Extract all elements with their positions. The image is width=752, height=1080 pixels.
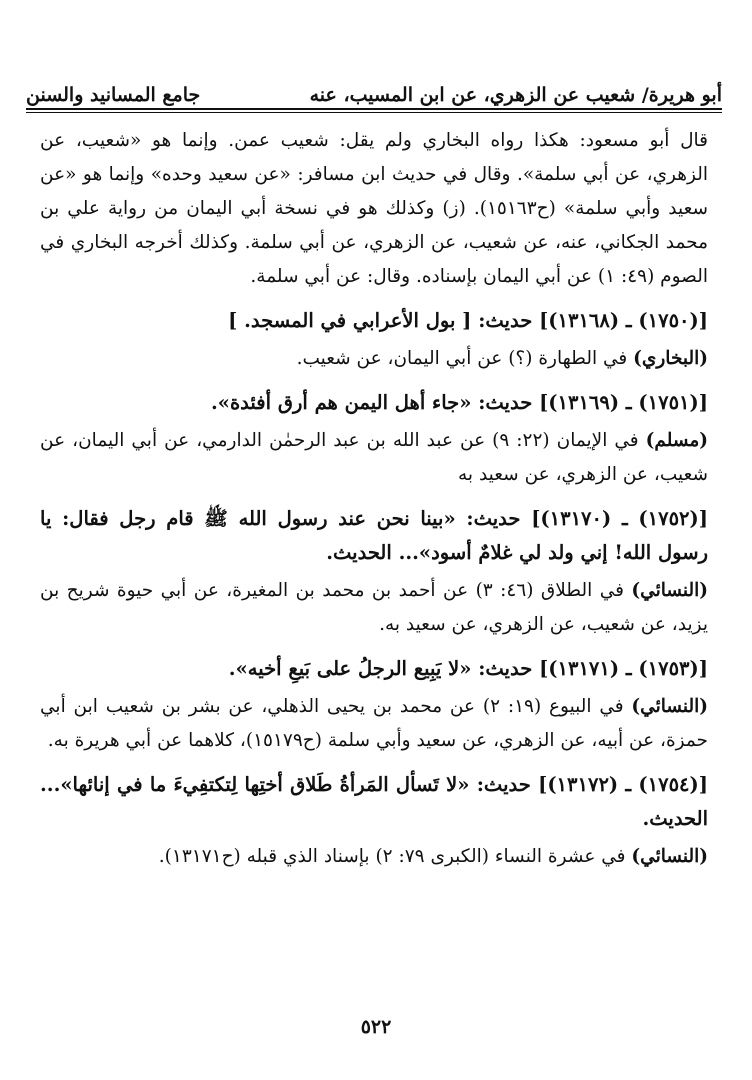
source-name: (البخاري) <box>633 348 708 369</box>
entry-title: «جاء أهل اليمن هم أرق أفئدة». <box>210 391 472 414</box>
entry-number: [(١٧٥٢) ـ (١٣١٧٠)] <box>531 507 708 530</box>
entry-title: «لا يَبِيع الرجلُ على بَيعِ أخيه». <box>228 657 472 680</box>
entry-number: [(١٧٥٠) ـ (١٣١٦٨)] <box>539 309 708 332</box>
hadith-entry-1750 <box>40 304 708 376</box>
source-text: في الطهارة (؟) عن أبي اليمان، عن شعيب. <box>296 348 628 369</box>
header-book-title: جامع المسانيد والسنن <box>26 84 201 106</box>
entry-heading <box>40 652 708 686</box>
entry-heading <box>40 768 708 836</box>
page-body <box>40 124 708 874</box>
entry-label: حديث: <box>478 309 533 332</box>
entry-label: حديث: <box>466 507 521 530</box>
entry-source <box>40 424 708 492</box>
source-text: في الطلاق (٤٦: ٣) عن أحمد بن محمد بن المغيرة، عن أبي حيوة شريح بن يزيد، عن شعيب، عن الزهري، عن سعيد به. <box>40 580 708 635</box>
source-name: (مسلم) <box>645 430 709 451</box>
hadith-entry-1754 <box>40 768 708 874</box>
entry-number: [(١٧٥١) ـ (١٣١٦٩)] <box>539 391 708 414</box>
entry-title: «بينا نحن عند رسول الله ﷺ قام رجل فقال: يا رسول الله! إني ولد لي غلامٌ أسود»... الحديث. <box>40 507 708 564</box>
header-rule-thin <box>26 112 722 113</box>
entry-number: [(١٧٥٣) ـ (١٣١٧١)] <box>539 657 708 680</box>
entry-source <box>40 690 708 758</box>
source-name: (النسائي) <box>631 696 708 717</box>
page-number: ٥٢٢ <box>360 1016 392 1038</box>
entry-label: حديث: <box>478 391 533 414</box>
source-name: (النسائي) <box>631 846 708 867</box>
header-chapter: أبو هريرة/ شعيب عن الزهري، عن ابن المسيب، عنه <box>309 84 722 106</box>
entry-label: حديث: <box>478 657 533 680</box>
running-header <box>26 70 722 106</box>
hadith-entry-1752 <box>40 502 708 642</box>
hadith-entry-1751 <box>40 386 708 492</box>
entry-source <box>40 342 708 376</box>
source-text: في عشرة النساء (الكبرى ٧٩: ٢) بإسناد الذي قبله (ح١٣١٧١). <box>158 846 626 867</box>
source-name: (النسائي) <box>631 580 708 601</box>
hadith-entry-1753 <box>40 652 708 758</box>
entry-heading <box>40 304 708 338</box>
entry-number: [(١٧٥٤) ـ (١٣١٧٢)] <box>538 773 708 796</box>
entry-heading <box>40 502 708 570</box>
entry-source <box>40 574 708 642</box>
entry-source <box>40 840 708 874</box>
source-text: في الإيمان (٢٢: ٩) عن عبد الله بن عبد الرحمٰن الدارمي، عن أبي اليمان، عن شعيب، عن الزهري، عن سعيد به <box>40 430 708 485</box>
entry-title: «لا تَسأل المَرأةُ طَلاق أختِها لِتكتفِيءَ ما في إنائها»... الحديث. <box>40 773 708 830</box>
header-rule <box>26 108 722 110</box>
entry-title: [ بول الأعرابي في المسجد. ] <box>228 309 472 332</box>
entry-label: حديث: <box>476 773 531 796</box>
source-text: في البيوع (١٩: ٢) عن محمد بن يحيى الذهلي، عن بشر بن شعيب ابن أبي حمزة، عن أبيه، عن الزهري، عن سعيد وأبي سلمة (ح١٥١٧٩)، كلاهما عن أبي هريرة به. <box>40 696 708 751</box>
intro-paragraph: قال أبو مسعود: هكذا رواه البخاري ولم يقل: شعيب عمن. وإنما هو «شعيب، عن الزهري، عن أبي سلمة». وقال في حديث ابن مسافر: «عن سعيد وحده» وإنما هو «عن سعيد وأبي سلمة» (ح١٥١٦٣). (ز) وكذلك هو في نسخة أبي اليمان من رواية علي بن محمد الجكاني، عنه، عن شعيب، عن الزهري، عن أبي سلمة. وكذلك أخرجه البخاري في الصوم (٤٩: ١) عن أبي اليمان بإسناده. وقال: عن أبي سلمة. <box>40 130 708 287</box>
entry-heading <box>40 386 708 420</box>
